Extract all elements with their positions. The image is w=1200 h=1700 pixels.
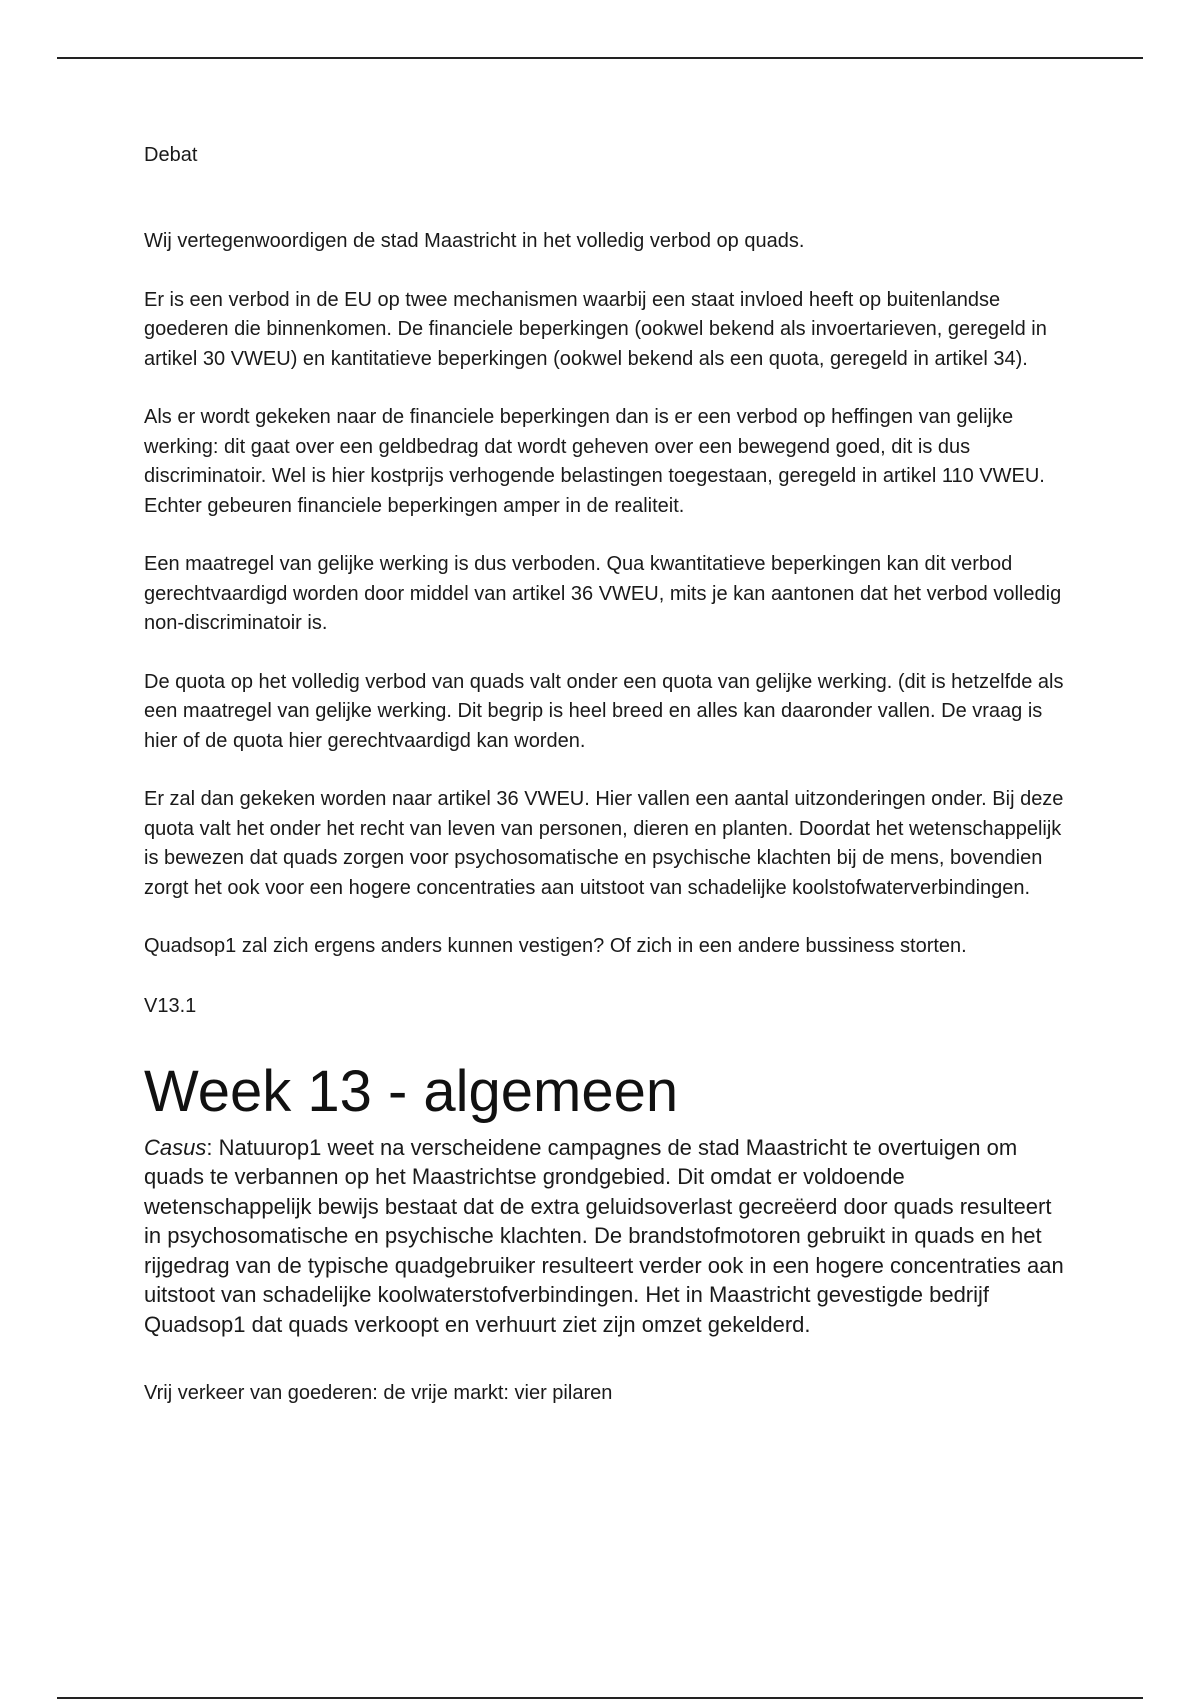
case-paragraph [144,1133,1064,1340]
version-label: V13.1 [144,994,197,1017]
case-separator: : [206,1134,213,1160]
body-paragraph: De quota op het volledig verbod van quads valt onder een quota van gelijke werking. (dit is hetzelfde als een maatregel van gelijke werking. Dit begrip is heel breed en alles kan daaronder vallen. De vraag is hier of de quota hier gerechtvaardigd kan worden. [144,670,1064,752]
case-text: Natuurop1 weet na verscheidene campagnes de stad Maastricht te overtuigen om quads te verbannen op het Maastrichtse grondgebied. Dit omdat er voldoende wetenschappelijk bewijs bestaat dat de extra geluidsoverlast gecreëerd door quads resulteert in psychosomatische en psychische klachten. De brandstofmotoren gebruikt in quads en het rijgedrag van de typische quadgebruiker resulteert verder ook in een hogere concentraties aan uitstoot van schadelijke koolwaterstofverbindingen. Het in Maastricht gevestigde bedrijf Quadsop1 dat quads verkoopt en verhuurt ziet zijn omzet gekelderd. [144,1134,1064,1337]
top-page-rule [57,57,1143,59]
bottom-page-rule [57,1697,1143,1699]
case-label: Casus [144,1134,207,1160]
body-paragraph: Er is een verbod in de EU op twee mechanismen waarbij een staat invloed heeft op buitenlandse goederen die binnenkomen. De financiele beperkingen (ookwel bekend als invoertarieven, geregeld in artikel 30 VWEU) en kantitatieve beperkingen (ookwel bekend als een quota, geregeld in artikel 34). [144,288,1047,370]
page-title: Week 13 - algemeen [144,1058,679,1124]
spacer [144,170,1064,227]
body-paragraph: Wij vertegenwoordigen de stad Maastricht in het volledig verbod op quads. [144,230,805,252]
body-paragraph: Een maatregel van gelijke werking is dus verboden. Qua kwantitatieve beperkingen kan dit verbod gerechtvaardigd worden door middel van artikel 36 VWEU, mits je kan aantonen dat het verbod volledig non-discriminatoir is. [144,553,1062,634]
closing-line: Vrij verkeer van goederen: de vrije markt: vier pilaren [144,1382,613,1404]
body-paragraph: Quadsop1 zal zich ergens anders kunnen vestigen? Of zich in een andere bussiness storten. [144,935,967,957]
section-label: Debat [144,144,198,166]
body-paragraph: Als er wordt gekeken naar de financiele beperkingen dan is er een verbod op heffingen van gelijke werking: dit gaat over een geldbedrag dat wordt geheven over een bewegend goed, dit is dus discriminatoir. Wel is hier kostprijs verhogende belastingen toegestaan, geregeld in artikel 110 VWEU. Echter gebeuren financiele beperkingen amper in de realiteit. [144,406,1045,517]
document-page [144,140,1064,1408]
body-paragraph: Er zal dan gekeken worden naar artikel 36 VWEU. Hier vallen een aantal uitzonderingen onder. Bij deze quota valt het onder het recht van leven van personen, dieren en planten. Doordat het wetenschappelijk is bewezen dat quads zorgen voor psychosomatische en psychische klachten bij de mens, bovendien zorgt het ook voor een hogere concentraties aan uitstoot van schadelijke koolstofwaterverbindingen. [144,788,1064,899]
